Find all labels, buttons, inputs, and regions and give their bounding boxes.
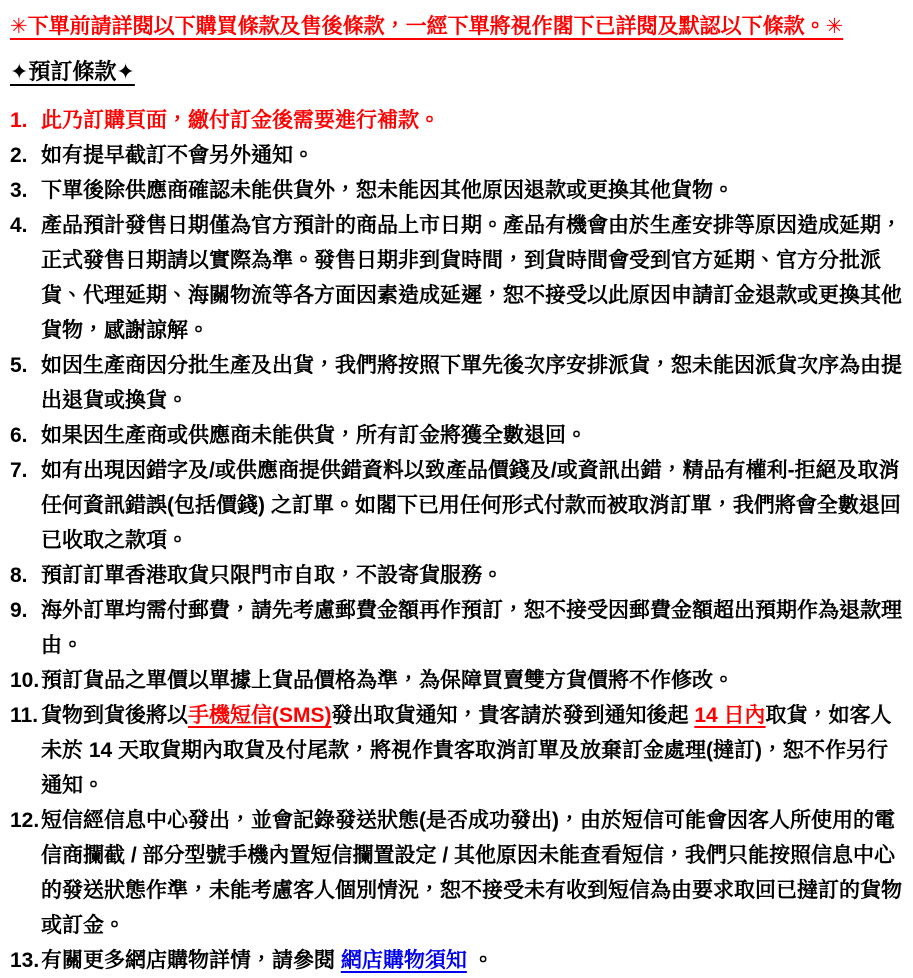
term-item-10 <box>10 663 905 698</box>
term-text: 預訂訂單香港取貨只限門市自取，不設寄貨服務。 <box>41 564 503 587</box>
term-text: 發出取貨通知，貴客請於發到通知後起 <box>331 704 695 727</box>
item-number: 13. <box>10 949 40 972</box>
term-item-4 <box>10 208 905 348</box>
term-text: 預訂貨品之單價以單據上貨品價格為準，為保障買賣雙方貨價將不作修改。 <box>41 669 734 692</box>
term-text: 此乃訂購頁面，繳付訂金後需要進行補款。 <box>41 109 440 132</box>
item-number: 12. <box>10 809 40 832</box>
item-number: 1. <box>10 109 28 132</box>
term-item-11 <box>10 698 905 803</box>
item-number: 10. <box>10 669 40 692</box>
item-number: 7. <box>10 459 28 482</box>
term-item-2 <box>10 138 905 173</box>
term-item-8 <box>10 558 905 593</box>
sms-emphasis-text: 手機短信(SMS) <box>188 704 332 727</box>
term-text: 貨物到貨後將以 <box>41 704 188 727</box>
store-shopping-guide-link[interactable]: 網店購物須知 <box>340 949 467 972</box>
term-text: 。 <box>466 949 494 972</box>
item-number: 4. <box>10 214 28 237</box>
section-title-pre-order-terms: ✦預訂條款✦ <box>10 59 135 84</box>
term-text: 產品預計發售日期僅為官方預計的商品上市日期。產品有機會由於生產安排等原因造成延期，正式發售日期請以實際為準。發售日期非到貨時間，到貨時間會受到官方延期、官方分批派貨、代理延期、海關物流等各方面因素造成延遲，恕不接受以此原因申請訂金退款或更換其他貨物，感謝諒解。 <box>41 214 902 342</box>
item-number: 3. <box>10 179 28 202</box>
term-text: 如有提早截訂不會另外通知。 <box>41 144 314 167</box>
term-item-12 <box>10 803 905 943</box>
term-text: 短信經信息中心發出，並會記錄發送狀態(是否成功發出)，由於短信可能會因客人所使用的電信商攔截 / 部分型號手機內置短信攔置設定 / 其他原因未能查看短信，我們只能按照信息中心的發送狀態作準，未能考慮客人個別情況，恕不接受未有收到短信為由要求取回已撻訂的貨物或訂金。 <box>41 809 902 937</box>
item-number: 6. <box>10 424 28 447</box>
term-text: 下單後除供應商確認未能供貨外，恕未能因其他原因退款或更換其他貨物。 <box>41 179 734 202</box>
term-text: 取貨，如客人未於 14 天取貨期內取貨及付尾款，將視作貴客取消訂單及放棄訂金處理(撻訂)，恕不作另行通知。 <box>41 704 892 797</box>
term-text: 有關更多網店購物詳情，請參閱 <box>41 949 341 972</box>
item-number: 5. <box>10 354 28 377</box>
term-item-13 <box>10 943 905 978</box>
term-item-9 <box>10 593 905 663</box>
item-number: 2. <box>10 144 28 167</box>
item-number: 8. <box>10 564 28 587</box>
term-item-6 <box>10 418 905 453</box>
terms-list <box>10 103 905 978</box>
term-text: 如有出現因錯字及/或供應商提供錯資料以致產品價錢及/或資訊出錯，精品有權利-拒絕及取消任何資訊錯誤(包括價錢) 之訂單。如閣下已用任何形式付款而被取消訂單，我們將會全數退回已收取之款項。 <box>41 459 901 552</box>
term-item-3 <box>10 173 905 208</box>
item-number: 9. <box>10 599 28 622</box>
term-item-7 <box>10 453 905 558</box>
term-text: 如果因生產商或供應商未能供貨，所有訂金將獲全數退回。 <box>41 424 587 447</box>
term-item-5 <box>10 348 905 418</box>
term-item-1 <box>10 103 905 138</box>
term-text: 如因生產商因分批生產及出貨，我們將按照下單先後次序安排派貨，恕未能因派貨次序為由提出退貨或換貨。 <box>41 354 902 412</box>
item-number: 11. <box>10 704 39 727</box>
pickup-deadline-emphasis-text: 14 日內 <box>694 704 766 727</box>
term-text: 海外訂單均需付郵費，請先考慮郵費金額再作預訂，恕不接受因郵費金額超出預期作為退款理由。 <box>41 599 902 657</box>
pre-order-warning-notice: ✳下單前請詳閱以下購買條款及售後條款，一經下單將視作閣下已詳閱及默認以下條款。✳ <box>10 15 844 38</box>
